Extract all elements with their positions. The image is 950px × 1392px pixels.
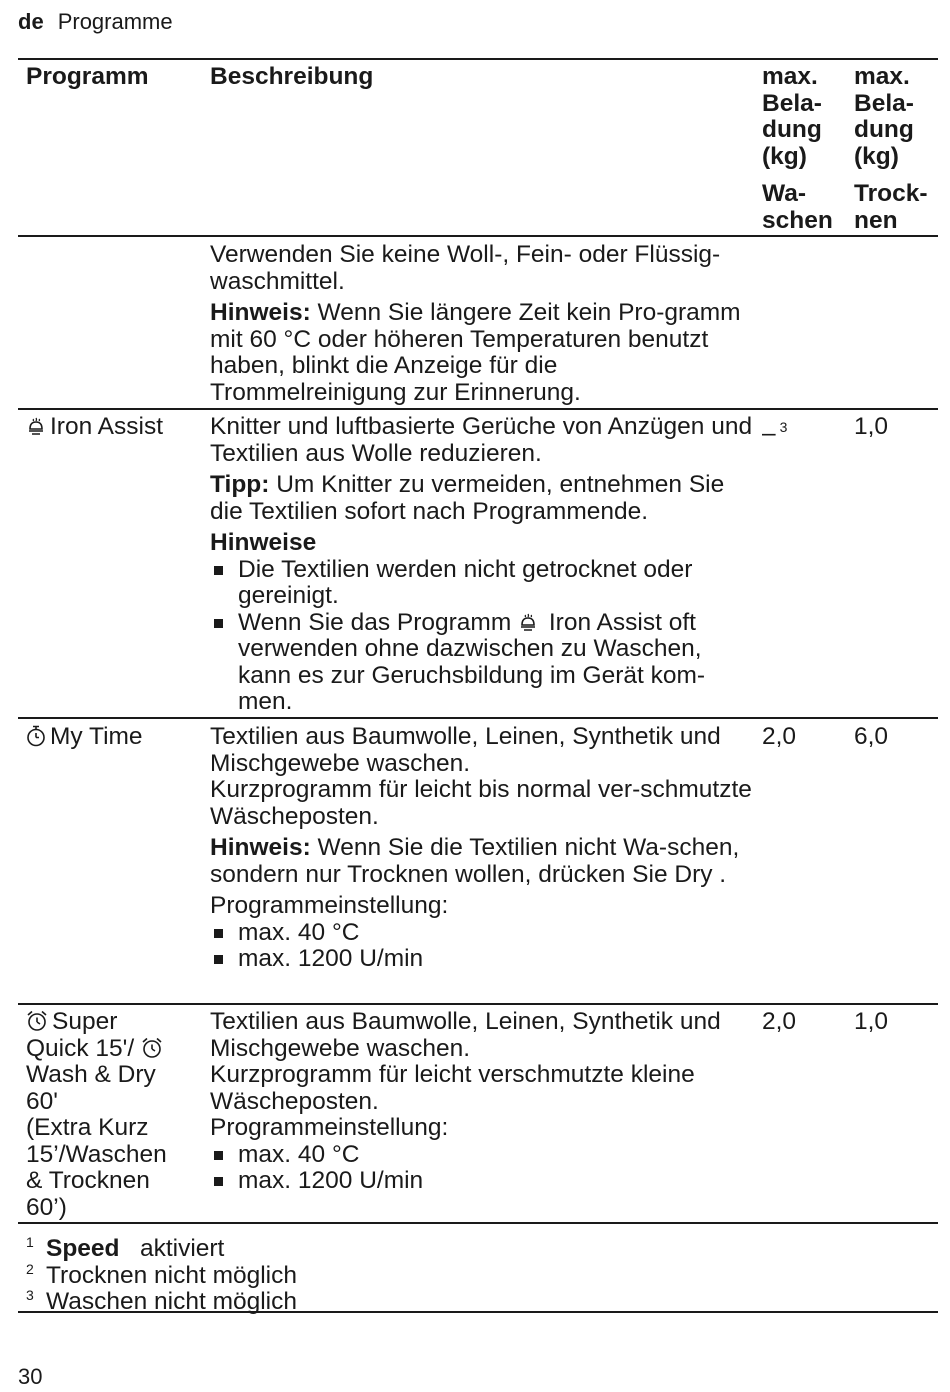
language-tag: de bbox=[18, 9, 44, 34]
row3-settings-label: Programmeinstellung: bbox=[210, 1114, 449, 1141]
page-number: 30 bbox=[18, 1364, 43, 1389]
list-item: Wenn Sie das Programm Iron Assist oft verwenden ohne dazwischen zu Waschen, kann es zur Geruchsbildung im Gerät kom-men. bbox=[210, 610, 755, 716]
section-title: Programme bbox=[57, 9, 173, 34]
header-description: Beschreibung bbox=[210, 63, 374, 90]
row2-description bbox=[210, 724, 755, 973]
header-dry-load: max. Bela- dung (kg) Trock- nen bbox=[854, 63, 928, 234]
footnote-ref: 3 bbox=[779, 419, 788, 435]
my-time-icon bbox=[26, 725, 46, 747]
program-name: Iron Assist bbox=[50, 413, 164, 440]
row3-text: Textilien aus Baumwolle, Leinen, Synthetik und Mischgewebe waschen. bbox=[210, 1008, 721, 1062]
row2-text: Textilien aus Baumwolle, Leinen, Synthetik und Mischgewebe waschen. bbox=[210, 723, 721, 777]
footnote: 1 Speed aktiviert bbox=[26, 1234, 225, 1262]
row2-program bbox=[26, 724, 204, 751]
row2-text2: Kurzprogramm für leicht bis normal ver-schmutzte Wäscheposten. bbox=[210, 776, 752, 830]
list-item: max. 1200 U/min bbox=[210, 1168, 755, 1195]
program-name: My Time bbox=[50, 723, 143, 750]
row1-text: Knitter und luftbasierte Gerüche von Anzügen und Textilien aus Wolle reduzieren. bbox=[210, 413, 753, 467]
bullet-square bbox=[214, 566, 223, 575]
row3-wash-load: 2,0 bbox=[762, 1008, 797, 1035]
bullet-square bbox=[214, 929, 223, 938]
row-divider bbox=[18, 1003, 938, 1005]
list-item: max. 40 °C bbox=[210, 920, 755, 947]
footnote: 2 Trocknen nicht möglich bbox=[26, 1261, 298, 1289]
row1-program bbox=[26, 414, 204, 441]
row3-text2: Kurzprogramm für leicht verschmutzte kleine Wäscheposten. bbox=[210, 1061, 695, 1115]
row1-dry-load: 1,0 bbox=[854, 413, 889, 440]
header-program: Programm bbox=[26, 63, 149, 90]
page-header bbox=[18, 9, 173, 35]
header-bottom-rule bbox=[18, 235, 938, 237]
iron-assist-icon bbox=[26, 417, 46, 437]
row2-wash-load: 2,0 bbox=[762, 723, 797, 750]
row0-text: Verwenden Sie keine Woll-, Fein- oder Flüssig-waschmittel. bbox=[210, 241, 721, 295]
row3-description bbox=[210, 1009, 755, 1195]
row-divider bbox=[18, 408, 938, 410]
row2-note: Hinweis: Wenn Sie die Textilien nicht Wa-schen, sondern nur Trocknen wollen, drücken Sie Dry . bbox=[210, 834, 740, 888]
table-bottom-rule bbox=[18, 1222, 938, 1224]
row3-dry-load: 1,0 bbox=[854, 1008, 889, 1035]
footnote: 3 Waschen nicht möglich bbox=[26, 1287, 298, 1315]
list-item: max. 1200 U/min bbox=[210, 946, 755, 973]
table-top-rule bbox=[18, 58, 938, 60]
row1-tip: Tipp: Um Knitter zu vermeiden, entnehmen Sie die Textilien sofort nach Programmende. bbox=[210, 471, 725, 525]
list-item: Die Textilien werden nicht getrocknet oder gereinigt. bbox=[210, 557, 755, 610]
row1-description bbox=[210, 414, 755, 716]
row0-description bbox=[210, 242, 755, 406]
alarm-clock-icon bbox=[26, 1010, 48, 1032]
bullet-square bbox=[214, 1177, 223, 1186]
alarm-clock-icon bbox=[141, 1037, 163, 1059]
row0-note: Hinweis: Wenn Sie längere Zeit kein Pro-gramm mit 60 °C oder höheren Temperaturen benutzt haben, blinkt die Anzeige für die Trommelreinigung zur Erinnerung. bbox=[210, 299, 741, 406]
bullet-square bbox=[214, 1151, 223, 1160]
row2-dry-load: 6,0 bbox=[854, 723, 889, 750]
row2-settings-label: Programmeinstellung: bbox=[210, 892, 449, 919]
row1-wash-load: – $^3$ bbox=[762, 419, 788, 447]
row-divider bbox=[18, 717, 938, 719]
bullet-square bbox=[214, 619, 223, 628]
header-wash-load: max. Bela- dung (kg) Wa- schen bbox=[762, 63, 833, 234]
iron-assist-icon bbox=[518, 613, 538, 633]
row3-program: Super Quick 15'/ Wash & Dry 60' (Extra Kurz 15’/Waschen & Trocknen 60’) bbox=[26, 1008, 167, 1221]
list-item: max. 40 °C bbox=[210, 1142, 755, 1169]
bullet-square bbox=[214, 955, 223, 964]
row1-notes-heading: Hinweise bbox=[210, 529, 317, 556]
